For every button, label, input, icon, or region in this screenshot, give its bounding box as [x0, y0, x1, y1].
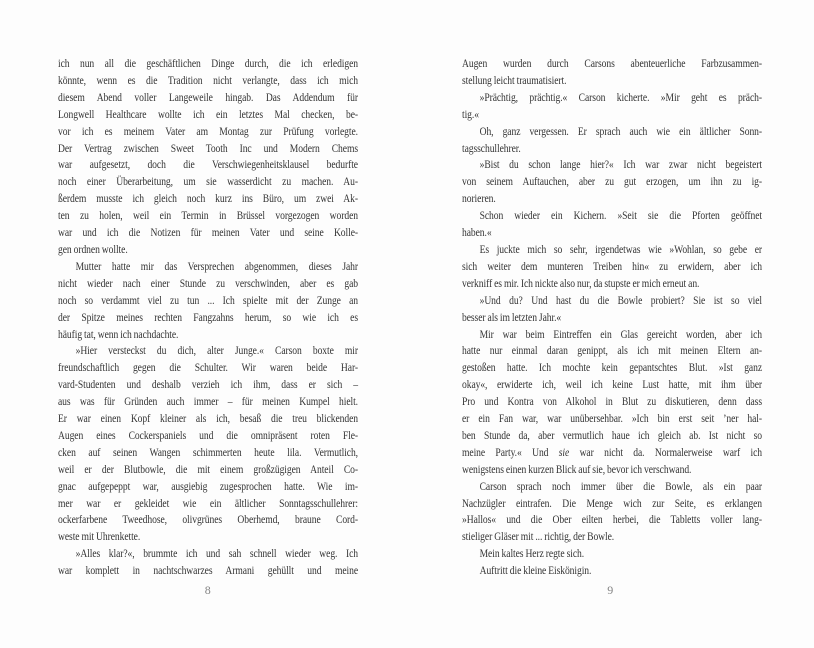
text-line: Er war einen Kopf kleiner als ich, besaß die treu blickenden	[58, 411, 358, 426]
text-line: »Und du? Und hast du die Bowle probiert? Sie ist so viel	[479, 292, 762, 307]
text-line: könnte, wenn es die Tradition nicht verlangte, dass ich mich	[58, 72, 358, 87]
text-line: Mein kaltes Herz regte sich.	[479, 546, 585, 561]
text-line: Auftritt die kleine Eiskönigin.	[479, 563, 592, 578]
text-line: Mir war beim Eintreffen ein Glas gereicht worden, aber ich	[479, 326, 762, 341]
text-line: vard-Studenten und deshalb verzieh ich ihm, dass er sich –	[58, 377, 358, 392]
text-line: Mutter hatte mir das Versprechen abgenommen, dieses Jahr	[75, 258, 358, 273]
page-text	[58, 55, 358, 579]
text-line: norieren.	[462, 191, 496, 206]
text-line: nicht wieder nach einer Stunde zu verschwinden, aber es gab	[58, 275, 358, 290]
text-line: Schon wieder ein Kichern. »Seit sie die Pforten geöffnet	[479, 208, 762, 223]
page-left	[58, 55, 358, 615]
text-line: weste mit Uhrenkette.	[58, 529, 141, 544]
text-line: meine Party.« Und sie war nicht da. Normalerweise warf ich	[462, 444, 762, 459]
text-line: ben Stunde da, aber vermutlich haue ich gleich ab. Ist nicht so	[462, 427, 762, 442]
text-line: »Hallos« und die Ober eilten herbei, die Tabletts voller lang-	[462, 512, 762, 527]
text-line: ich nun all die geschäftlichen Dinge durch, die ich erledigen	[58, 56, 358, 70]
text-line: »Hier versteckst du dich, alter Junge.« Carson boxte mir	[75, 343, 358, 358]
text-line: okay«, erwiderte ich, weil ich keine Lust hatte, mit ihm über	[462, 377, 762, 392]
text-line: weil er der Blutbowle, die mit einem großzügigen Anteil Co-	[58, 461, 358, 476]
text-line: gestoßen hatte. Ich mochte kein gepantschtes Blut. »Ist ganz	[462, 360, 762, 375]
text-line: Longwell Healthcare wollte ich ein letztes Mal checken, be-	[58, 106, 358, 121]
text-line: ßerdem musste ich gleich noch kurz ins Büro, um zwei Ak-	[58, 191, 358, 206]
page-number: 8	[204, 583, 212, 597]
text-line: noch einer Überarbeitung, um sie wasserdicht zu machen. Au-	[58, 174, 358, 189]
text-line: Der Vertrag zwischen Sweet Tooth Inc und Modern Chems	[58, 140, 358, 155]
text-line: Carson sprach noch immer über die Bowle, als ein paar	[479, 478, 762, 493]
text-line: vor ich es meinem Vater am Montag zur Prüfung vorlegte.	[58, 123, 358, 138]
text-line: »Alles klar?«, brummte ich und sah schnell wieder weg. Ich	[75, 546, 358, 561]
text-line: der Spitze meines rechten Fangzahns herum, so wie ich es	[58, 309, 358, 324]
text-line: haben.«	[462, 225, 492, 240]
text-line: stieliger Gläser mit ... richtig, der Bowle.	[462, 529, 615, 544]
page-text	[462, 55, 762, 579]
text-line: cken auf seinen Wangen schimmerten heute lila. Vermutlich,	[58, 444, 358, 459]
text-line: war komplett in nachtschwarzes Armani gehüllt und meine	[58, 563, 358, 578]
text-line: mer war er gekleidet wie ein ältlicher Sonntagsschullehrer:	[58, 495, 358, 510]
text-line: Es juckte mich so sehr, irgendetwas wie »Wohlan, so gebe er	[479, 241, 762, 256]
text-line: noch so verdammt viel zu tun ... Ich spielte mit der Zunge an	[58, 292, 358, 307]
text-line: sich weiter dem munteren Treiben hin« zu erwidern, aber ich	[462, 258, 762, 273]
text-line: stellung leicht traumatisiert.	[462, 72, 567, 87]
text-line: verkniff es mir. Ich nickte also nur, da stupste er mich erneut an.	[462, 275, 700, 290]
text-line: aus was für Gründen auch immer – für meinen Kumpel hielt.	[58, 394, 358, 409]
text-line: Augen eines Cockerspaniels und die omnipräsent roten Fle-	[58, 427, 358, 442]
text-line: gnac aufgepeppt war, ausgiebig zugesprochen hatte. Wie im-	[58, 478, 358, 493]
text-line: Oh, ganz vergessen. Er sprach auch wie ein ältlicher Sonn-	[479, 123, 762, 138]
text-line: Augen wurden durch Carsons abenteuerliche Farbzusammen-	[462, 56, 762, 70]
text-line: ten zu holen, weil ein Termin in Brüssel vorgezogen worden	[58, 208, 358, 223]
text-line: von seinem Auftauchen, aber zu gut erzogen, um ihn zu ig-	[462, 174, 762, 189]
text-line: tig.«	[462, 106, 479, 121]
text-line: »Bist du schon lange hier?« Ich war zwar nicht begeistert	[479, 157, 762, 172]
text-line: war aufgesetzt, doch die Verschwiegenheitsklausel bedurfte	[58, 157, 358, 172]
text-line: diesem Abend voller Langeweile hingab. Das Addendum für	[58, 89, 358, 104]
text-line: er ein Fan war, war unübersehbar. »Ich bin erst seit ’ner hal-	[462, 411, 762, 426]
text-line: ockerfarbene Tweedhose, olivgrünes Oberhemd, braune Cord-	[58, 512, 358, 527]
page-right	[462, 55, 762, 615]
text-line: Nachzügler eintrafen. Die Menge wich zur Seite, es erklangen	[462, 495, 762, 510]
page-number: 9	[607, 583, 614, 597]
text-line: »Prächtig, prächtig.« Carson kicherte. »Mir geht es präch-	[479, 89, 762, 104]
text-line: gen ordnen wollte.	[58, 241, 128, 256]
text-line: besser als im letzten Jahr.«	[462, 309, 562, 324]
text-line: häufig tat, wenn ich nachdachte.	[58, 326, 179, 341]
text-line: wenigstens einen kurzen Blick auf sie, bevor ich verschwand.	[462, 461, 692, 476]
text-line: tagsschullehrer.	[462, 140, 521, 155]
text-line: freundschaftlich gegen die Schulter. Wir waren beide Har-	[58, 360, 358, 375]
text-line: war und ich die Notizen für meinen Vater und seine Kolle-	[58, 225, 358, 240]
text-line: Pro und Kontra von Alkohol in Blut zu diskutieren, denn dass	[462, 394, 762, 409]
text-line: hatte nur einmal daran genippt, als ich mit meinen Eltern an-	[462, 343, 762, 358]
